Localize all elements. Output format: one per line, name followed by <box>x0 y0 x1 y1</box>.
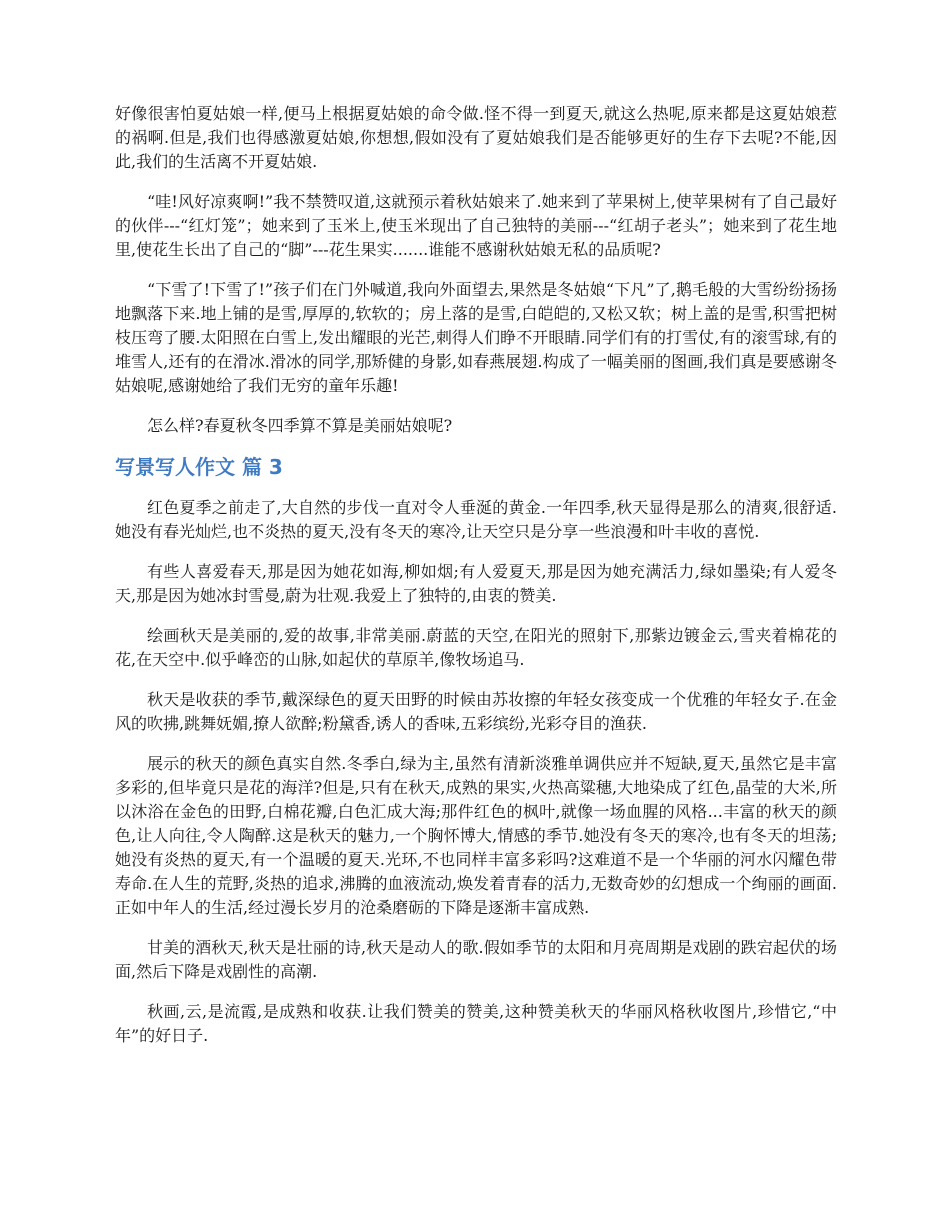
section-heading: 写景写人作文 篇 3 <box>115 455 283 479</box>
paragraph-autumn-colors: 展示的秋天的颜色真实自然.冬季白,绿为主,虽然有清新淡雅单调供应并不短缺,夏天,虽然它是丰富多彩的,但毕竟只是花的海洋?但是,只有在秋天,成熟的果实,火热高粱穗,大地染成了红色,晶莹的大米,所以沐浴在金色的田野,白棉花瓣,白色汇成大海;那件红色的枫叶,就像一场血腥的风格...丰富的秋天的颜色,让人向往,令人陶醉.这是秋天的魅力,一个胸怀博大,情感的季节.她没有冬天的寒冷,也有冬天的坦荡;她没有炎热的夏天,有一个温暖的夏天.光环,不也同样丰富多彩吗?这难道不是一个华丽的河水闪耀色带寿命.在人生的荒野,炎热的追求,沸腾的血液流动,焕发着青春的活力,无数奇妙的幻想成一个绚丽的画面.正如中年人的生活,经过漫长岁月的沧桑磨砺的下降是逐渐丰富成熟. <box>115 754 837 917</box>
paragraph-winter-girl: “下雪了!下雪了!”孩子们在门外喊道,我向外面望去,果然是冬姑娘“下凡”了,鹅毛般的大雪纷纷扬扬地飘落下来.地上铺的是雪,厚厚的,软软的；房上落的是雪,白皑皑的,又松又软；树上盖的是雪,积雪把树枝压弯了腰.太阳照在白雪上,发出耀眼的光芒,刺得人们睁不开眼睛.同学们有的打雪仗,有的滚雪球,有的堆雪人,还有的在滑冰.滑冰的同学,那矫健的身影,如春燕展翅.构成了一幅美丽的图画,我们真是要感谢冬姑娘呢,感谢她给了我们无穷的童年乐趣! <box>115 280 837 395</box>
paragraph-summer-end: 好像很害怕夏姑娘一样,便马上根据夏姑娘的命令做.怪不得一到夏天,就这么热呢,原来都是这夏姑娘惹的祸啊.但是,我们也得感激夏姑娘,你想想,假如没有了夏姑娘我们是否能够更好的生存下去呢?不能,因此,我们的生活离不开夏姑娘. <box>115 104 837 171</box>
paragraph-harvest-season: 秋天是收获的季节,戴深绿色的夏天田野的时候由苏妆擦的年轻女孩变成一个优雅的年轻女子.在金风的吹拂,跳舞妩媚,撩人欲醉;粉黛香,诱人的香味,五彩缤纷,光彩夺目的渔获. <box>115 690 837 733</box>
paragraph-autumn-girl: “哇!风好凉爽啊!”我不禁赞叹道,这就预示着秋姑娘来了.她来到了苹果树上,使苹果树有了自己最好的伙伴---“红灯笼”；她来到了玉米上,使玉米现出了自己独特的美丽---“红胡子老头”；她来到了花生地里,使花生长出了自己的“脚”---花生果实.......谁能不感谢秋姑娘无私的品质呢? <box>115 192 837 259</box>
paragraph-painting-autumn: 绘画秋天是美丽的,爱的故事,非常美丽.蔚蓝的天空,在阳光的照射下,那紫边镀金云,雪夹着棉花的花,在天空中.似乎峰峦的山脉,如起伏的草原羊,像牧场追马. <box>115 626 837 669</box>
paragraph-red-summer: 红色夏季之前走了,大自然的步伐一直对令人垂涎的黄金.一年四季,秋天显得是那么的清爽,很舒适.她没有春光灿烂,也不炎热的夏天,没有冬天的寒冷,让天空只是分享一些浪漫和叶丰收的喜悦. <box>115 498 837 541</box>
paragraph-autumn-painting: 秋画,云,是流霞,是成熟和收获.让我们赞美的赞美,这种赞美秋天的华丽风格秋收图片,珍惜它,“中年”的好日子. <box>115 1002 837 1045</box>
paragraph-seasons-love: 有些人喜爱春天,那是因为她花如海,柳如烟;有人爱夏天,那是因为她充满活力,绿如墨染;有人爱冬天,那是因为她冰封雪曼,蔚为壮观.我爱上了独特的,由衷的赞美. <box>115 562 837 605</box>
paragraph-autumn-poem: 甘美的酒秋天,秋天是壮丽的诗,秋天是动人的歌.假如季节的太阳和月亮周期是戏剧的跌宕起伏的场面,然后下降是戏剧性的高潮. <box>115 938 837 981</box>
paragraph-question: 怎么样?春夏秋冬四季算不算是美丽姑娘呢? <box>147 416 453 435</box>
document-page <box>115 102 837 1064</box>
